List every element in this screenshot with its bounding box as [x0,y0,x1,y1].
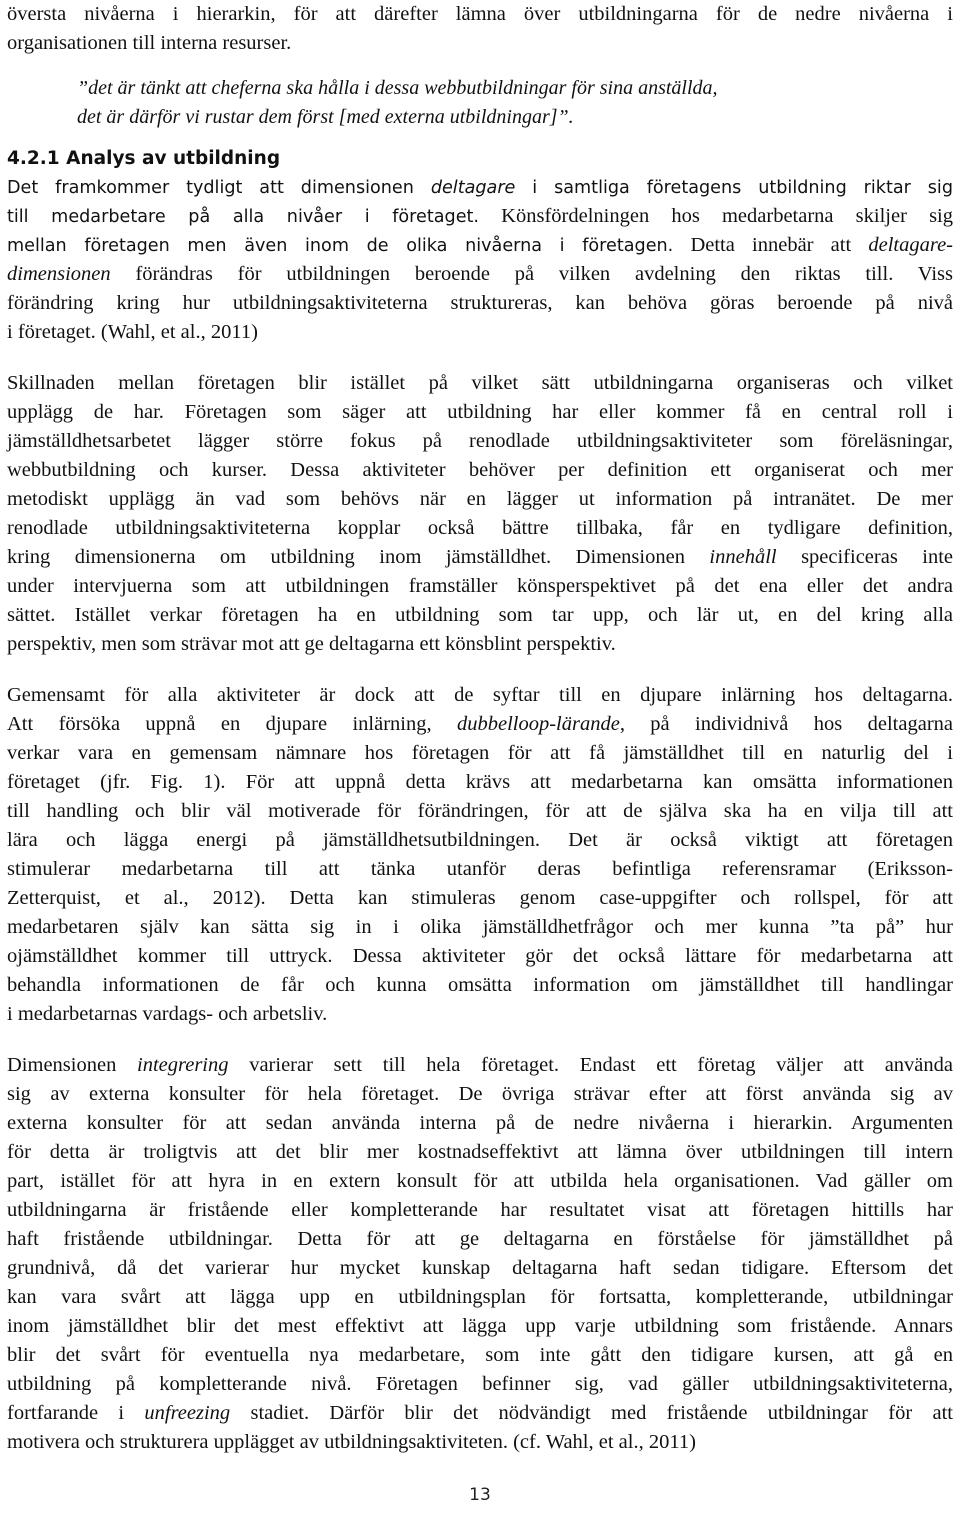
section-heading [7,144,953,173]
section-number: 4.2.1 [7,148,60,169]
text-line: översta nivåerna i hierarkin, för att därefter lämna över utbildningarna för de nedre nivåerna i [7,3,953,25]
paragraph [7,681,953,1029]
text-line: blir det svårt för eventuella nya medarbetare, som inte gått den tidigare kursen, att gå en [7,1344,953,1366]
text-line: Zetterquist, et al., 2012). Detta kan stimuleras genom case-uppgifter och rollspel, för att [7,887,953,909]
emphasis-term: dubbelloop-lärande [456,713,620,735]
text-line: upplägg de har. Företagen som säger att utbildning har eller kommer få en central roll i [7,401,953,423]
paragraph [7,173,953,347]
text-line: perspektiv, men som strävar mot att ge deltagarna ett könsblint perspektiv. [7,633,616,655]
text-line: förändring kring hur utbildningsaktiviteterna struktureras, kan behöva göras beroende på nivå [7,292,953,314]
text-span: kring dimensionerna om utbildning inom jämställdhet. Dimensionen [7,546,710,568]
text-span: i samtliga företagens utbildning riktar sig [515,178,953,198]
text-line: till handling och blir väl motiverade för förändringen, för att de själva ska ha en vilja till att [7,800,953,822]
text-line [7,543,953,572]
text-line: i medarbetarnas vardags- och arbetsliv. [7,1003,328,1025]
text-line: företaget (jfr. Fig. 1). För att uppnå detta krävs att medarbetarna kan omsätta informationen [7,771,953,793]
text-line: webbutbildning och kurser. Dessa aktiviteter behöver per definition ett organiserat och mer [7,459,953,481]
text-span: , på individnivå hos deltagarna [619,713,953,735]
text-span: Könsfördelningen hos medarbetarna skiljer sig [479,205,953,227]
text-span: fortfarande i [7,1402,145,1424]
text-span: stadiet. Därför blir det nödvändigt med fristående utbildningar för att [230,1402,953,1424]
text-span: varierar sett till hela företaget. Endast ett företag väljer att använda [228,1054,953,1076]
text-line [7,710,953,739]
text-line: under intervjuerna som att utbildningen framställer könsperspektivet på det ena eller det andra [7,575,953,597]
text-line: medarbetaren själv kan sätta sig in i olika jämställdhetfrågor och mer kunna ”ta på” hur [7,916,953,938]
text-line: utbildningarna är fristående eller kompletterande har resultatet visat att företagen hittills har [7,1199,953,1221]
quote-line: ”det är tänkt att cheferna ska hålla i dessa webbutbildningar för sina anställda, [77,77,718,99]
emphasis-term: deltagare- [868,234,953,256]
text-line: ojämställdhet kommer till uttryck. Dessa aktiviteter gör det också lättare för medarbetarna att [7,945,953,967]
text-line [7,1399,953,1428]
document-page [7,0,953,1457]
text-line: motivera och strukturera upplägget av utbildningsaktiviteten. (cf. Wahl, et al., 2011) [7,1431,696,1453]
text-line: sättet. Istället verkar företagen ha en utbildning som tar upp, och lär ut, en del kring alla [7,604,953,626]
text-line: i företaget. (Wahl, et al., 2011) [7,321,258,343]
text-line: stimulerar medarbetarna till att tänka utanför deras befintliga referensramar (Eriksson- [7,858,953,880]
text-line: lära och lägga energi på jämställdhetsutbildningen. Det är också viktigt att företagen [7,829,953,851]
text-line: verkar vara en gemensam nämnare hos företagen för att få jämställdhet till en naturlig del i [7,742,953,764]
text-line [7,260,953,289]
text-line: för detta är troligtvis att det blir mer kostnadseffektivt att lämna över utbildningen till intern [7,1141,953,1163]
text-line: Gemensamt för alla aktiviteter är dock att de syftar till en djupare inlärning hos deltagarna. [7,684,953,706]
text-line: organisationen till interna resurser. [7,32,292,54]
emphasis-term: innehåll [709,546,777,568]
intro-paragraph [7,0,953,58]
page-number: 13 [469,1485,491,1505]
text-span: till medarbetare på alla nivåer i företaget. [7,207,480,227]
text-span: specificeras inte [776,546,954,568]
text-line [7,231,953,260]
text-line: metodiskt upplägg än vad som behövs när en lägger ut information på intranätet. De mer [7,488,953,510]
paragraph [7,1051,953,1457]
text-line: inom jämställdhet blir det mest effektivt att lägga upp varje utbildning som fristående. Annars [7,1315,953,1337]
emphasis-term: deltagare [430,178,516,198]
text-span: mellan företagen men även inom de olika nivåerna i företagen. [7,236,674,256]
text-span: Dimensionen [7,1054,138,1076]
text-span: Det framkommer tydligt att dimensionen [7,178,431,198]
text-line: externa konsulter för att sedan använda interna på de nedre nivåerna i hierarkin. Argumenten [7,1112,953,1134]
text-line: Skillnaden mellan företagen blir istället på vilket sätt utbildningarna organiseras och vilket [7,372,953,394]
text-line: grundnivå, då det varierar hur mycket kunskap deltagarna haft sedan tidigare. Eftersom det [7,1257,953,1279]
text-line [7,202,953,231]
emphasis-term: unfreezing [144,1402,231,1424]
paragraph [7,369,953,659]
text-line: kan vara svårt att lägga upp en utbildningsplan för fortsatta, kompletterande, utbildningar [7,1286,953,1308]
quote-line: det är därför vi rustar dem först [med externa utbildningar]”. [77,106,574,128]
text-line: part, istället för att hyra in en extern konsult för att utbilda hela organisationen. Vad gäller om [7,1170,953,1192]
text-line: utbildning på kompletterande nivå. Företagen befinner sig, vad gäller utbildningsaktiviteterna, [7,1373,953,1395]
emphasis-term: integrering [137,1054,229,1076]
section-title: Analys av utbildning [66,148,281,169]
text-line: renodlade utbildningsaktiviteterna kopplar också bättre tillbaka, får en tydligare definition, [7,517,953,539]
text-line: behandla informationen de får och kunna omsätta information om jämställdhet till handlingar [7,974,953,996]
text-line [7,1051,953,1080]
text-span: förändras för utbildningen beroende på vilken avdelning den riktas till. Viss [110,263,953,285]
text-span: Att försöka uppnå en djupare inlärning, [7,713,457,735]
block-quote [7,74,953,132]
text-line: sig av externa konsulter för hela företaget. De övriga strävar efter att först använda sig av [7,1083,953,1105]
emphasis-term: dimensionen [7,263,111,285]
text-line: haft fristående utbildningar. Detta för att ge deltagarna en förståelse för jämställdhet på [7,1228,953,1250]
text-line: jämställdhetsarbetet lägger större fokus på renodlade utbildningsaktiviteter som föreläsningar, [7,430,953,452]
text-span: Detta innebär att [673,234,869,256]
text-line [7,173,953,202]
